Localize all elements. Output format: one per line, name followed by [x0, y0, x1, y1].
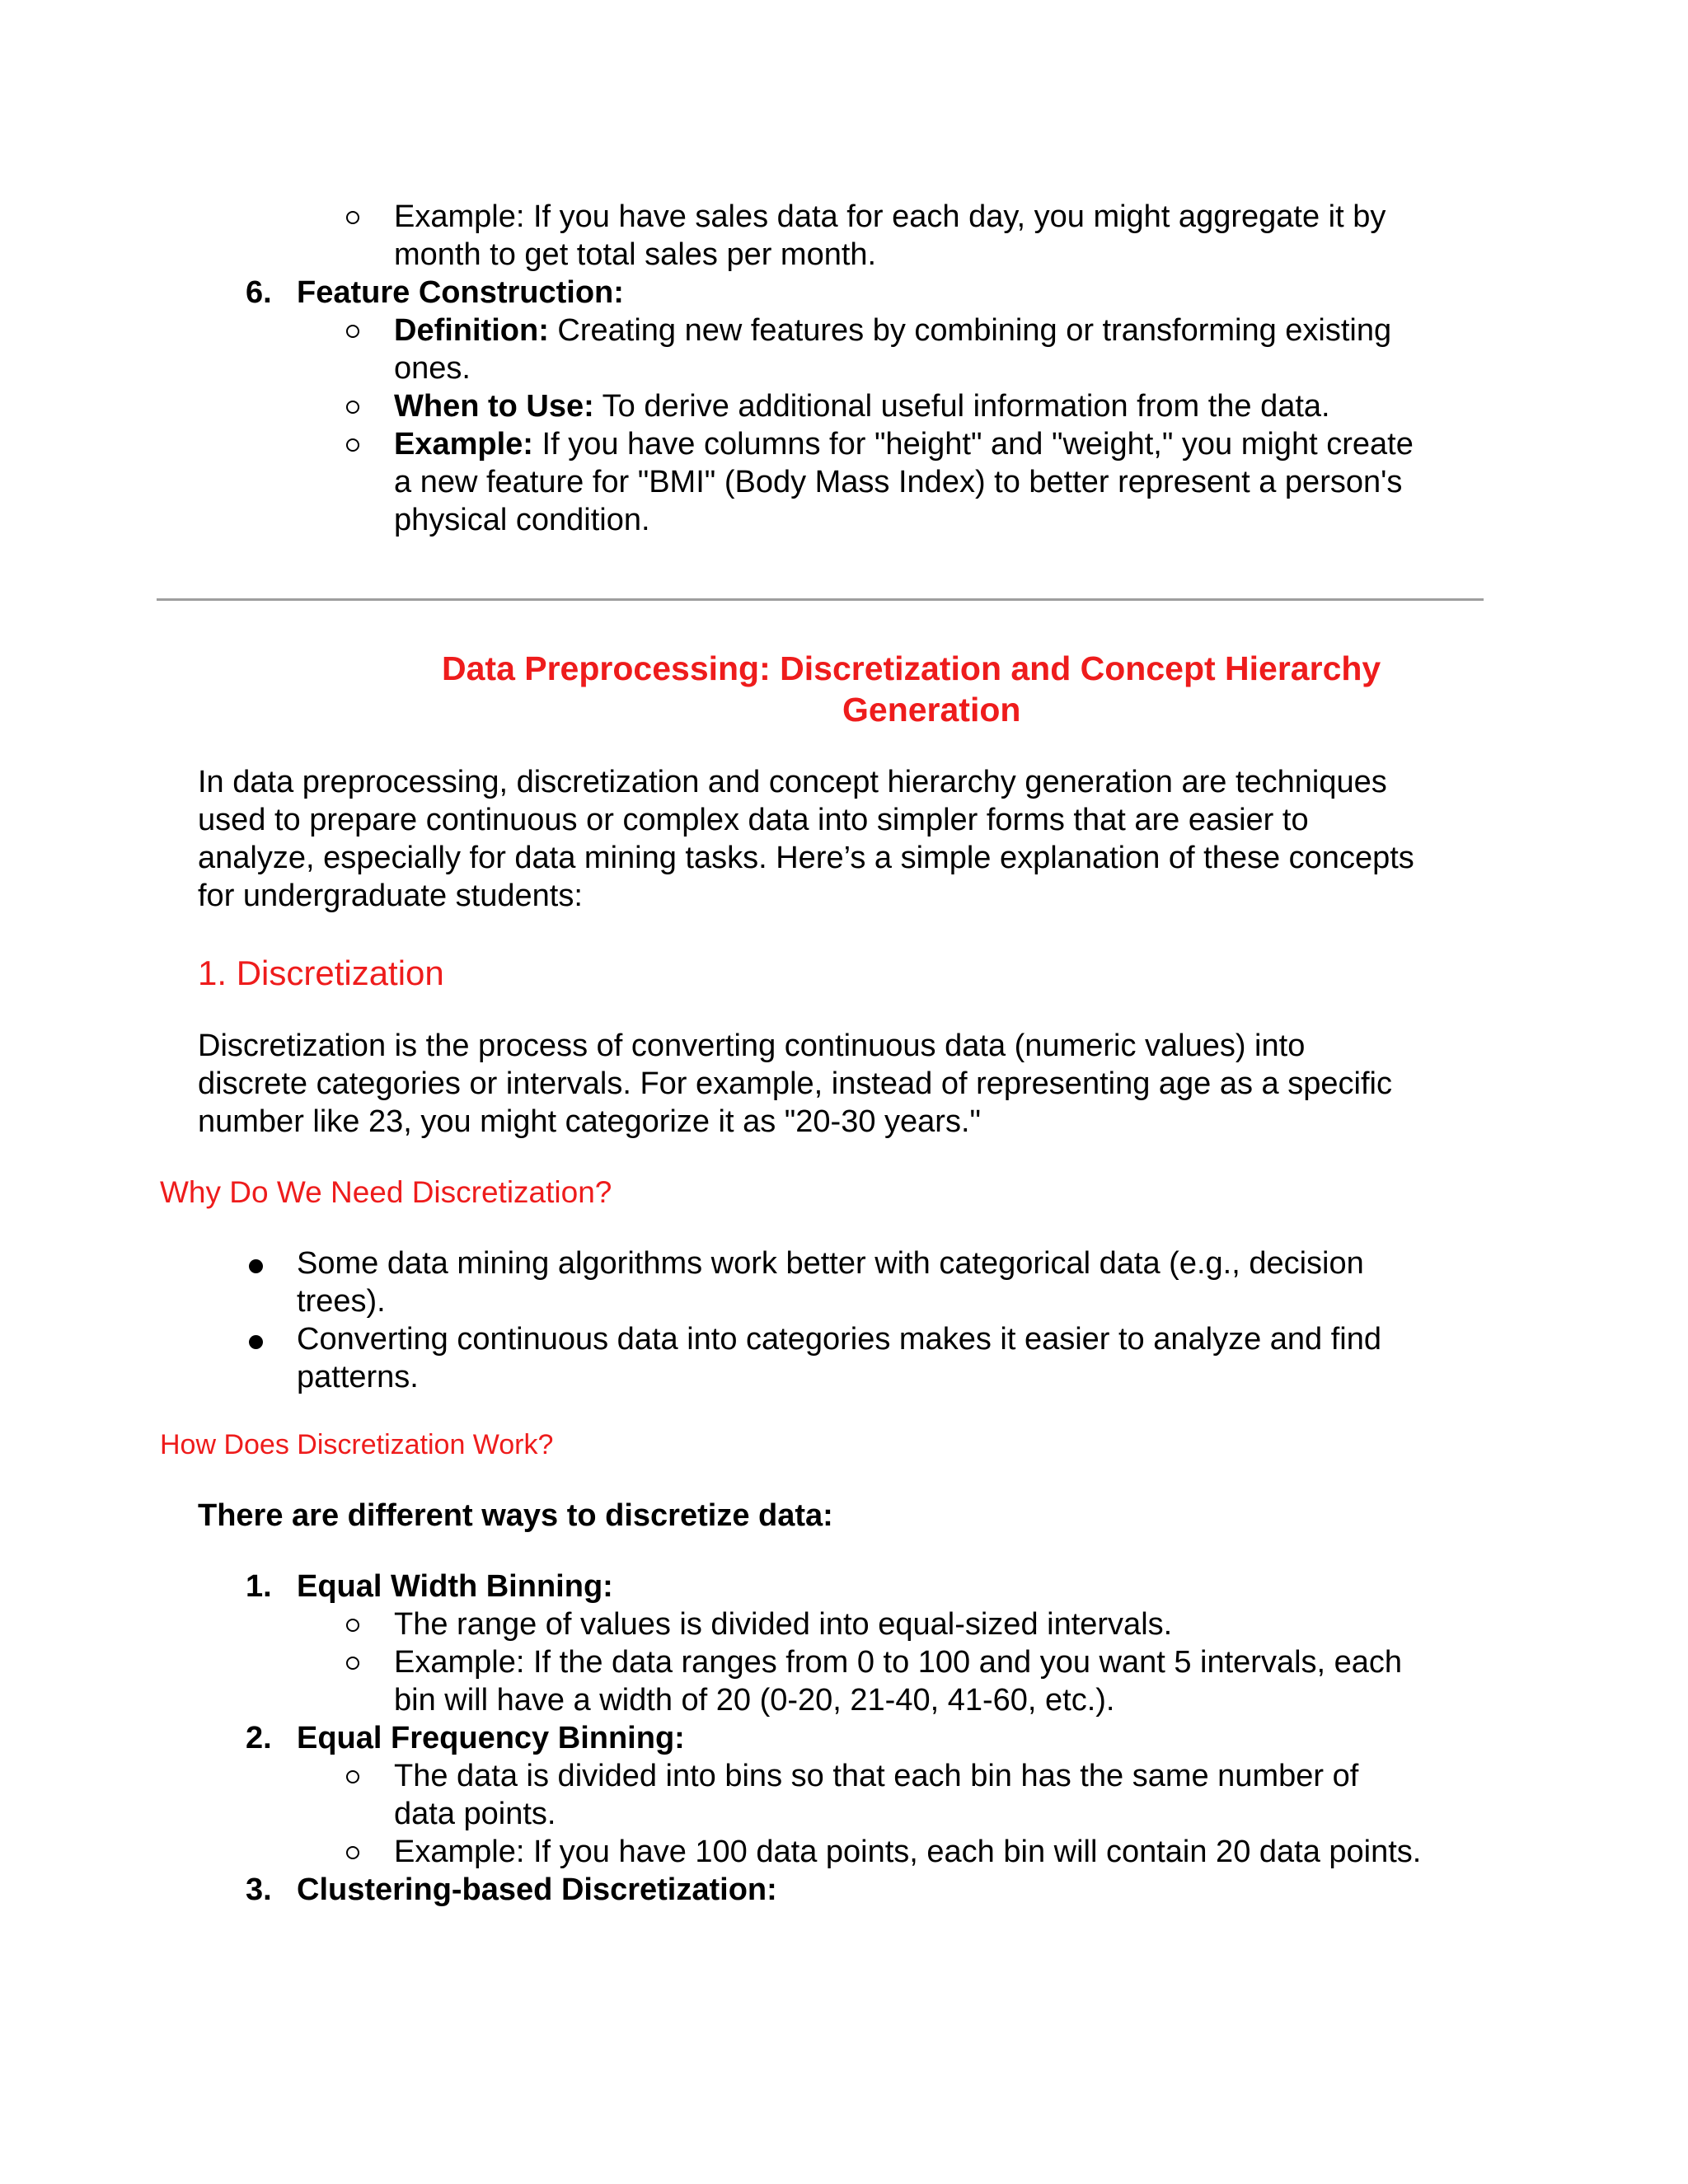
list-bullet	[346, 211, 359, 224]
list-item-title: Equal Frequency Binning:	[297, 1721, 685, 1755]
intro-paragraph-line: In data preprocessing, discretization and concept hierarchy generation are techniques	[198, 765, 1387, 799]
list-bullet	[346, 401, 359, 414]
list-bullet	[346, 1619, 359, 1632]
list-item-text: The range of values is divided into equal-sized intervals.	[394, 1607, 1173, 1642]
list-item-title: Feature Construction:	[297, 275, 624, 310]
list-item-text: physical condition.	[394, 503, 650, 537]
paragraph-line: number like 23, you might categorize it as "20-30 years."	[198, 1104, 981, 1139]
list-number: 2.	[246, 1721, 272, 1755]
list-item-text: ones.	[394, 351, 471, 386]
list-item-text: Example: If the data ranges from 0 to 100 and you want 5 intervals, each	[394, 1645, 1403, 1680]
list-item-text: Example: If you have 100 data points, each bin will contain 20 data points.	[394, 1835, 1422, 1869]
list-bullet	[249, 1335, 263, 1349]
list-item-text: patterns.	[297, 1360, 419, 1394]
example-text: If you have columns for "height" and "weight," you might create	[532, 427, 1414, 462]
intro-paragraph-line: analyze, especially for data mining tasks. Here’s a simple explanation of these concepts	[198, 841, 1414, 875]
paragraph-line: discrete categories or intervals. For example, instead of representing age as a specific	[198, 1066, 1392, 1101]
list-item-text: Converting continuous data into categories makes it easier to analyze and find	[297, 1322, 1382, 1357]
how-heading: How Does Discretization Work?	[160, 1429, 554, 1460]
list-item-title: Clustering-based Discretization:	[297, 1872, 777, 1907]
list-number: 6.	[246, 275, 272, 310]
paragraph-line: Discretization is the process of converting continuous data (numeric values) into	[198, 1029, 1306, 1063]
when-label: When to Use:	[394, 389, 594, 424]
list-item-title: Equal Width Binning:	[297, 1569, 613, 1604]
intro-paragraph-line: for undergraduate students:	[198, 879, 583, 913]
list-number: 3.	[246, 1872, 272, 1907]
example-label: Example:	[394, 427, 533, 462]
list-bullet	[249, 1259, 263, 1273]
intro-paragraph-line: used to prepare continuous or complex data into simpler forms that are easier to	[198, 803, 1309, 837]
list-item-text: Example: If you have sales data for each day, you might aggregate it by	[394, 199, 1386, 234]
list-bullet	[346, 325, 359, 338]
list-bullet	[346, 1657, 359, 1670]
horizontal-divider	[157, 598, 1484, 601]
list-item-text: a new feature for "BMI" (Body Mass Index) to better represent a person's	[394, 465, 1403, 499]
section-title-line-2: Generation	[842, 691, 1021, 729]
list-bullet	[346, 1770, 359, 1783]
list-item-text: Some data mining algorithms work better with categorical data (e.g., decision	[297, 1246, 1364, 1281]
list-item-text	[394, 425, 1414, 463]
list-item-text	[394, 312, 1391, 349]
when-text: To derive additional useful information from the data.	[593, 389, 1330, 424]
list-item-text	[394, 387, 1330, 425]
list-item-text: month to get total sales per month.	[394, 237, 877, 272]
list-item-text: trees).	[297, 1284, 386, 1319]
list-item-text: The data is divided into bins so that each bin has the same number of	[394, 1759, 1359, 1793]
definition-label: Definition:	[394, 313, 549, 348]
list-bullet	[346, 1846, 359, 1859]
definition-text: Creating new features by combining or transforming existing	[548, 313, 1392, 348]
list-item-text: data points.	[394, 1797, 556, 1831]
list-number: 1.	[246, 1569, 272, 1604]
why-heading: Why Do We Need Discretization?	[160, 1175, 612, 1209]
discretization-heading: 1. Discretization	[198, 954, 444, 992]
ways-intro: There are different ways to discretize data:	[198, 1498, 833, 1533]
list-item-text: bin will have a width of 20 (0-20, 21-40, 41-60, etc.).	[394, 1683, 1115, 1718]
list-bullet	[346, 438, 359, 452]
section-title: Data Preprocessing: Discretization and Concept Hierarchy	[442, 649, 1381, 687]
